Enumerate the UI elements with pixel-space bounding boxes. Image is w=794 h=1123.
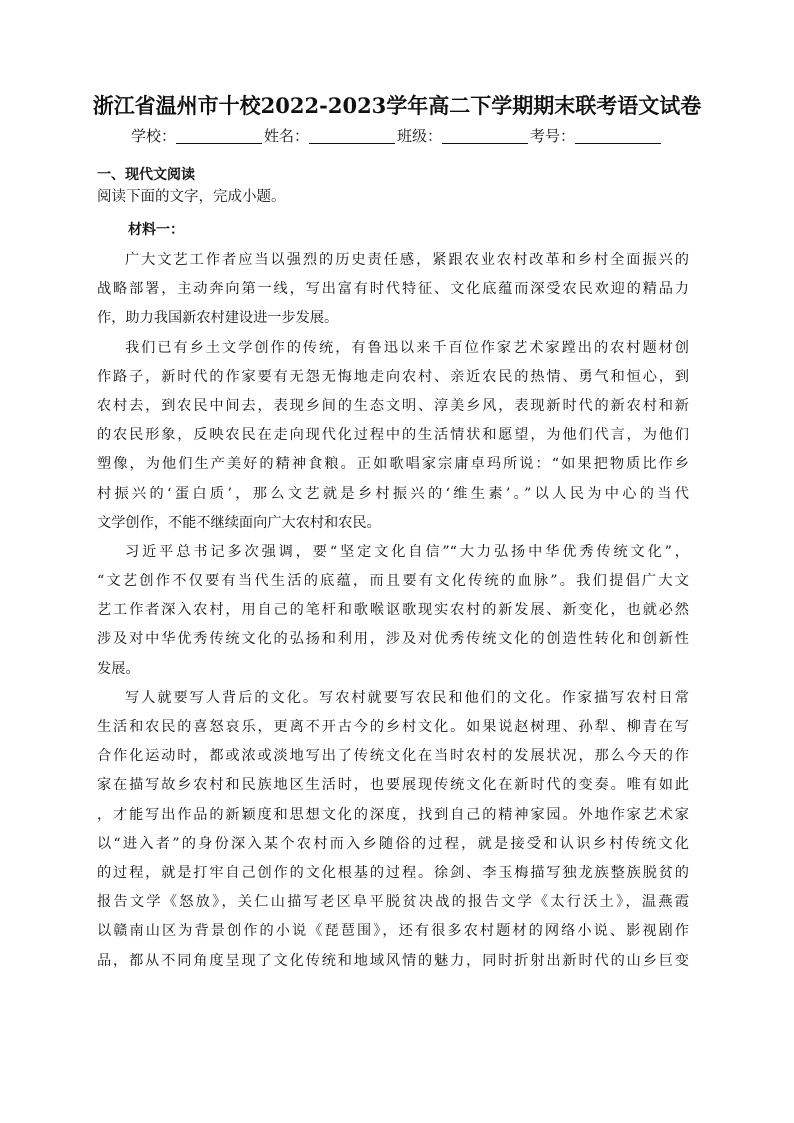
text-line: 村振兴的‘蛋白质’，那么文艺就是乡村振兴的‘维生素’。”以人民为中心的当代	[97, 485, 689, 502]
paragraph	[97, 246, 689, 334]
class-field	[397, 124, 530, 148]
text-line: ，才能写出作品的新颖度和思想文化的深度，找到自己的精神家园。外地作家艺术家	[97, 806, 689, 823]
material-label: 材料一：	[128, 222, 184, 238]
text-line: 报告文学《怒放》，关仁山描写老区阜平脱贫决战的报告文学《太行沃土》，温燕霞	[97, 894, 689, 911]
exam-number-field	[530, 124, 663, 148]
class-blank[interactable]	[442, 127, 528, 144]
text-line: 以“进入者”的身份深入某个农村而入乡随俗的过程，就是接受和认识乡村传统文化	[97, 835, 689, 852]
text-line: 写人就要写人背后的文化。写农村就要写农民和他们的文化。作家描写农村日常	[125, 689, 689, 706]
section-heading: 一、现代文阅读	[97, 167, 195, 183]
text-line: 家在描写故乡农村和民族地区生活时，也要展现传统文化在新时代的变奏。唯有如此	[97, 777, 689, 794]
text-line: 合作化运动时，都或浓或淡地写出了传统文化在当时农村的发展状况，那么今天的作	[97, 748, 689, 765]
text-line: 涉及对中华优秀传统文化的弘扬和利用，涉及对优秀传统文化的创造性转化和创新性	[97, 631, 689, 648]
text-line: 战略部署，主动奔向第一线，写出富有时代特征、文化底蕴而深受农民欢迎的精品力	[97, 281, 689, 298]
text-line: 以赣南山区为背景创作的小说《琵琶围》，还有很多农村题材的网络小说、影视剧作	[97, 923, 689, 940]
text-line: 农村去，到农民中间去，表现乡间的生态文明、淳美乡风，表现新时代的新农村和新	[97, 397, 689, 414]
name-field	[264, 124, 397, 148]
exam-number-label: 考号：	[530, 127, 576, 145]
paragraph	[97, 684, 689, 976]
name-blank[interactable]	[309, 127, 395, 144]
text-line: 作路子，新时代的作家要有无怨无悔地走向农村、亲近农民的热情、勇气和恒心，到	[97, 368, 689, 385]
text-line: 广大文艺工作者应当以强烈的历史责任感，紧跟农业农村改革和乡村全面振兴的	[125, 252, 689, 268]
text-line: 生活和农民的喜怒哀乐，更离不开古今的乡村文化。如果说赵树理、孙犁、柳青在写	[97, 719, 689, 735]
text-line: 作，助力我国新农村建设进一步发展。	[97, 310, 339, 327]
text-line: 的农民形象，反映农民在走向现代化过程中的生活情状和愿望，为他们代言，为他们	[97, 427, 689, 444]
text-line: “文艺创作不仅要有当代生活的底蕴，而且要有文化传统的血脉”。我们提倡广大文	[97, 573, 689, 590]
student-info-line	[60, 124, 734, 148]
school-field	[131, 124, 264, 148]
text-line: 习近平总书记多次强调，要“坚定文化自信”“大力弘扬中华优秀传统文化”，	[125, 543, 689, 560]
text-line: 艺工作者深入农村，用自己的笔杆和歌喉讴歌现实农村的新发展、新变化，也就必然	[97, 602, 689, 619]
text-line: 发展。	[97, 660, 140, 677]
exam-title: 浙江省温州市十校2022-2023学年高二下学期期末联考语文试卷	[92, 93, 702, 118]
passage-body	[97, 246, 689, 976]
school-blank[interactable]	[176, 127, 262, 144]
text-line: 我们已有乡土文学创作的传统，有鲁迅以来千百位作家艺术家蹚出的农村题材创	[125, 339, 689, 356]
text-line: 塑像，为他们生产美好的精神食粮。正如歌唱家宗庸卓玛所说：“如果把物质比作乡	[97, 456, 689, 473]
paragraph	[97, 538, 689, 684]
class-label: 班级：	[397, 127, 443, 145]
name-label: 姓名：	[263, 127, 309, 145]
text-line: 文学创作，不能不继续面向广大农村和农民。	[97, 514, 381, 531]
exam-number-blank[interactable]	[575, 127, 661, 144]
paragraph	[97, 334, 689, 538]
school-label: 学校：	[130, 127, 176, 145]
reading-instruction: 阅读下面的文字，完成小题。	[97, 189, 286, 205]
text-line: 的过程，就是打牢自己创作的文化根基的过程。徐剑、李玉梅描写独龙族整族脱贫的	[97, 864, 689, 881]
text-line: 品，都从不同角度呈现了文化传统和地域风情的魅力，同时折射出新时代的山乡巨变	[97, 952, 689, 969]
